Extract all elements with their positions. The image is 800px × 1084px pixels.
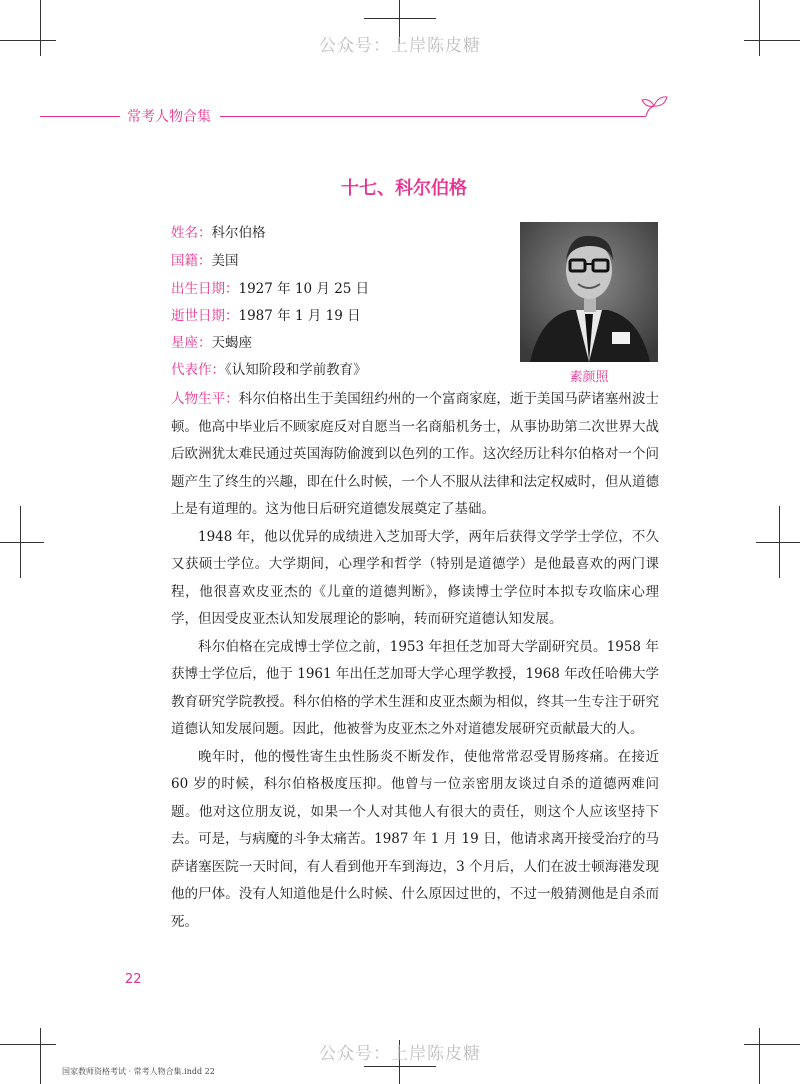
watermark-bottom: 公众号：上岸陈皮糖 (319, 1044, 481, 1064)
info-label: 出生日期： (171, 281, 239, 297)
info-value: 1927 年 10 月 25 日 (238, 281, 370, 297)
portrait-photo (520, 222, 658, 362)
biography-label: 人物生平： (171, 391, 239, 407)
info-row-zodiac (171, 334, 252, 352)
info-value: 天蝎座 (211, 335, 252, 351)
info-label: 代表作： (171, 362, 225, 378)
biography-paragraph: 人物生平：科尔伯格出生于美国纽约州的一个富商家庭，逝于美国马萨诸塞州波士顿。他高中毕业后不顾家庭反对自愿当一名商船机务士，从事协助第二次世界大战后欧洲犹太难民通过英国海防偷渡到以色列的工作。这次经历让科尔伯格对一个问题产生了终生的兴趣，即在什么时候，一个人不服从法律和法定权威时，但从道德上是有道理的。这为他日后研究道德发展奠定了基础。 (171, 391, 660, 517)
info-value: 美国 (211, 253, 239, 269)
info-label: 姓名： (171, 225, 212, 241)
page-number: 22 (125, 972, 142, 987)
info-label: 星座： (171, 335, 212, 351)
info-row-birth-date (171, 280, 369, 298)
running-header-title: 常考人物合集 (127, 109, 211, 125)
watermark-top: 公众号：上岸陈皮糖 (319, 36, 481, 56)
photo-caption: 素颜照 (569, 370, 609, 385)
header-rule-right (220, 116, 646, 117)
biography (171, 386, 659, 936)
info-row-name (171, 224, 266, 242)
biography-paragraph: 科尔伯格在完成博士学位之前，1953 年担任芝加哥大学副研究员。1958 年获博士学位后，他于 1961 年出任芝加哥大学心理学教授，1968 年改任哈佛大学教育研究学院教授。科尔伯格的学术生涯和皮亚杰颇为相似，终其一生专注于研究道德认知发展问题。因此，他被誉为皮亚杰之外对道德发展研究贡献最大的人。 (171, 638, 659, 737)
info-row-death-date (171, 307, 361, 325)
info-row-representative-work (171, 361, 367, 379)
info-label: 国籍： (171, 253, 212, 269)
chapter-title: 十七、科尔伯格 (341, 178, 467, 199)
info-label: 逝世日期： (171, 308, 239, 324)
info-row-nationality (171, 252, 239, 270)
info-value: 1987 年 1 月 19 日 (238, 308, 361, 324)
info-value: 《认知阶段和学前教育》 (225, 362, 367, 378)
footer-file-info: 国家教师资格考试 · 常考人物合集.indd 22 (62, 1067, 215, 1076)
header-rule-left (40, 116, 120, 117)
sprout-icon (640, 94, 670, 120)
biography-paragraph: 1948 年，他以优异的成绩进入芝加哥大学，两年后获得文学学士学位，不久又获硕士学位。大学期间，心理学和哲学（特别是道德学）是他最喜欢的两门课程，他很喜欢皮亚杰的《儿童的道德判断》，修读博士学位时本拟专攻临床心理学，但因受皮亚杰认知发展理论的影响，转而研究道德认知发展。 (171, 528, 659, 627)
biography-paragraph: 晚年时，他的慢性寄生虫性肠炎不断发作，使他常常忍受胃肠疼痛。在接近 60 岁的时候，科尔伯格极度压抑。他曾与一位亲密朋友谈过自杀的道德两难问题。他对这位朋友说，如果一个人对其他人有很大的责任，则这个人应该坚持下去。可是，与病魔的斗争太痛苦。1987 年 1 月 19 日，他请求离开接受治疗的马萨诸塞医院一天时间，有人看到他开车到海边，3 个月后，人们在波士顿海港发现他的尸体。没有人知道他是什么时候、什么原因过世的，不过一般猜测他是自杀而死。 (171, 748, 659, 930)
info-value: 科尔伯格 (211, 225, 266, 241)
